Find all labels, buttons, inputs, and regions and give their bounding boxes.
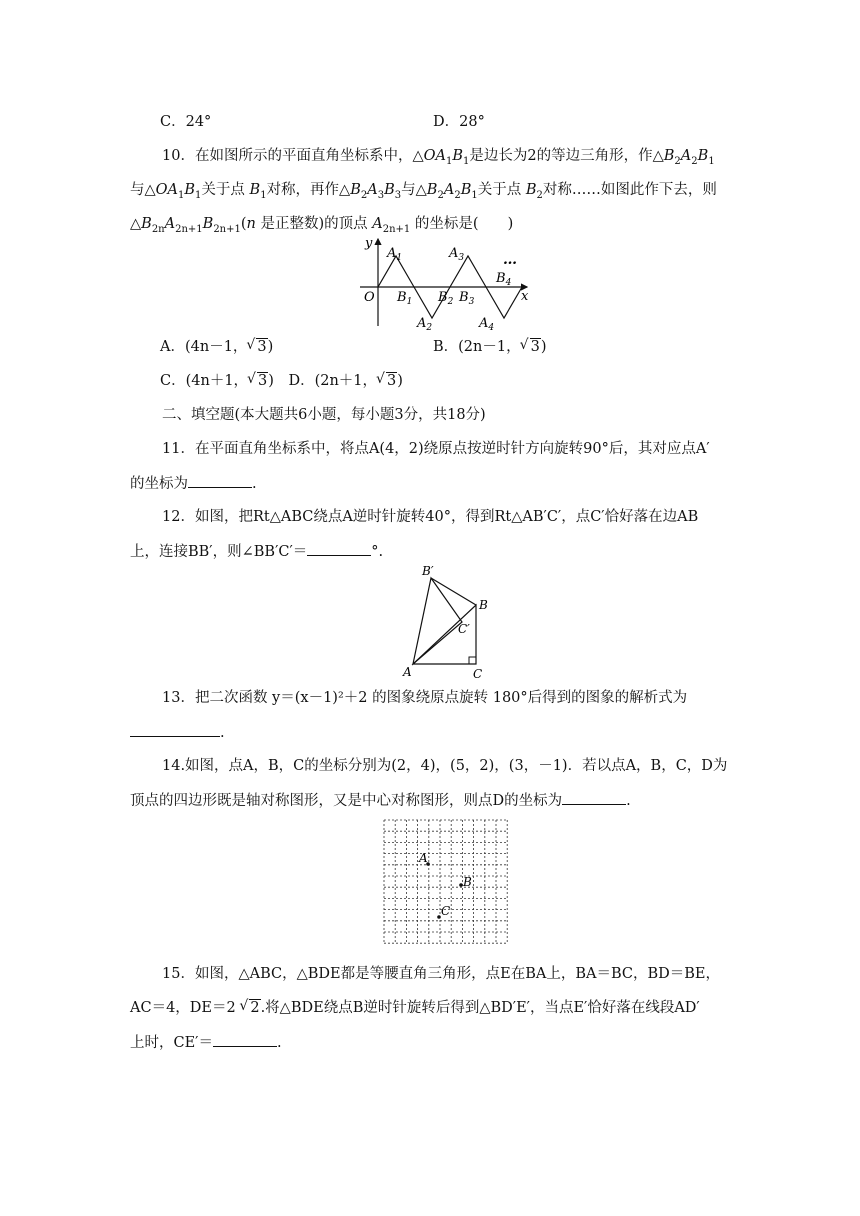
q14-grid-figure <box>382 818 510 944</box>
q11-line-1: 11．在平面直角坐标系中，将点A(4，2)绕原点按逆时针方向旋转90°后，其对应点A′ <box>162 441 710 457</box>
q12-triangle-ab-c <box>413 578 462 664</box>
section-2-title: 二、填空题(本大题共6小题，每小题3分，共18分) <box>162 407 486 423</box>
q10-line-2: 与$\triangle OA_1B_1$关于点 $B_1$对称，再作$\triangle B_2A_3B_3$与$\triangle B_2A_2B_1$关于点 $B_2$对称……如图此作下去，则 <box>130 182 717 201</box>
q10-label-b1: $B_1$ <box>397 290 413 307</box>
q10-label-b3: $B_3$ <box>459 290 475 307</box>
q10-label-x: x <box>521 289 529 304</box>
q12-label-b: B <box>479 598 488 612</box>
q10-label-a3: $A_3$ <box>449 246 465 263</box>
q12-line-2: 上，连接BB′，则∠BB′C′＝ °. <box>130 541 383 562</box>
q10-label-a2: $A_2$ <box>417 316 433 333</box>
q14-label-c: C <box>441 904 451 918</box>
q15-line-2: AC＝4，DE＝2 √ 2.将△BDE绕点B逆时针旋转后得到△BD′E′，当点E′恰好落在线段AD′ <box>130 998 700 1018</box>
q10-option-a: A．(4n－1，√ 3) <box>160 337 273 357</box>
q10-figure <box>355 234 535 334</box>
q10-line-3: $\triangle B_{2n}A_{2n+1}B_{2n+1}(n$ 是正整数)的顶点 $A_{2n+1}$ 的坐标是( ) <box>130 216 514 235</box>
q12-line-1: 12．如图，把Rt△ABC绕点A逆时针旋转40°，得到Rt△AB′C′，点C′恰好落在边AB <box>162 509 699 525</box>
q14-label-a: A <box>419 851 428 865</box>
q12-label-c: C <box>473 667 483 681</box>
q9-option-c: C．24° <box>160 114 212 130</box>
q12-label-a: A <box>403 665 412 679</box>
q10-label-b2: $B_2$ <box>438 290 454 307</box>
q10-line-1: 10．在如图所示的平面直角坐标系中，$\triangle OA_1B_1$是边长为2的等边三角形，作$\triangle B_2A_2B_1$ <box>162 148 715 167</box>
q12-label-bp: B′ <box>422 564 434 578</box>
q10-label-y: y <box>365 236 373 251</box>
q12-figure <box>395 562 505 682</box>
q14-line-1: 14.如图，点A，B，C的坐标分别为(2，4)，(5，2)，(3，－1)．若以点A，B，C，D为 <box>162 758 728 774</box>
q10-option-c-d: C．(4n＋1，√ 3) D．(2n＋1，√ 3) <box>160 371 403 391</box>
q15-line-3: 上时，CE′＝ . <box>130 1032 282 1053</box>
q14-label-b: B <box>463 875 472 889</box>
q13-line-2: . <box>130 722 225 743</box>
q11-line-2: 的坐标为 . <box>130 473 257 494</box>
q12-segment-bb <box>431 578 476 605</box>
q10-label-a4: $A_4$ <box>479 316 495 333</box>
q10-label-b4: $B_4$ <box>496 271 512 288</box>
q10-label-a1: $A_1$ <box>387 246 403 263</box>
q9-option-d: D．28° <box>433 114 485 130</box>
q13-line-1: 13．把二次函数 y＝(x－1)²＋2 的图象绕原点旋转 180°后得到的图象的解析式为 <box>162 690 688 706</box>
q10-ellipsis: … <box>503 252 517 268</box>
q12-right-angle-mark <box>469 657 476 664</box>
q10-option-b: B．(2n－1，√ 3) <box>433 337 547 357</box>
q15-line-1: 15．如图，△ABC，△BDE都是等腰直角三角形，点E在BA上，BA＝BC，BD＝BE， <box>162 966 720 982</box>
q12-label-cp: C′ <box>458 622 470 636</box>
q10-label-o: O <box>364 290 375 305</box>
q14-line-2: 顶点的四边形既是轴对称图形，又是中心对称图形，则点D的坐标为 . <box>130 790 631 811</box>
